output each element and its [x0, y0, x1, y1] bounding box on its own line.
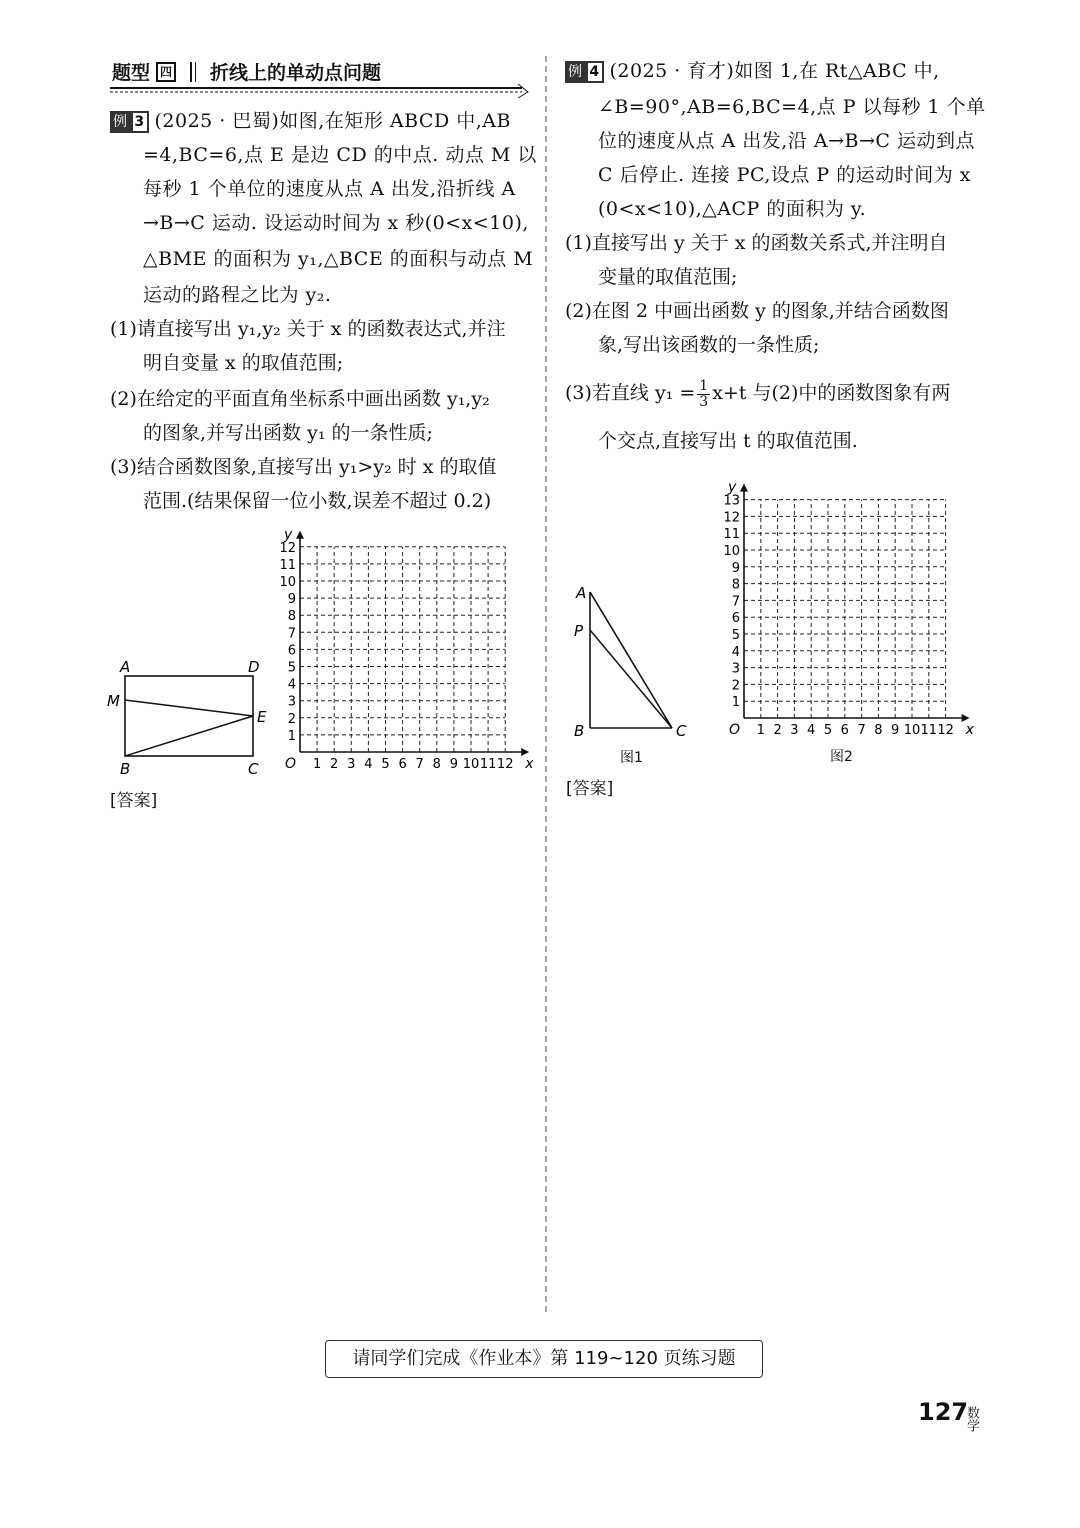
- ex4-q2-line-2: 象,写出该函数的一条性质;: [598, 334, 820, 356]
- grid1-x-tick-6: 6: [398, 757, 407, 772]
- grid1-y-tick-8: 8: [287, 609, 296, 625]
- grid2-x-tick-9: 9: [891, 723, 900, 738]
- ex4-line-3: 位的速度从点 A 出发,沿 A→B→C 运动到点: [598, 130, 975, 152]
- label-c: C: [248, 760, 259, 778]
- grid1-x-label: x: [525, 756, 533, 772]
- grid1-y-arrow: [296, 531, 304, 539]
- grid1-y-tick-9: 9: [287, 592, 296, 608]
- grid1-y-tick-6: 6: [287, 643, 296, 659]
- grid2-origin-label: O: [728, 722, 740, 738]
- grid2-y-tick-12: 12: [723, 510, 740, 526]
- ex4-q3-line-1: (3)若直线 y₁ = $\frac{1}{3}$ x+t 与(2)中的函数图象有两: [565, 377, 951, 410]
- ex4-coordinate-grid: [714, 456, 976, 746]
- grid2-y-tick-2: 2: [731, 678, 740, 694]
- ex3-line-3: 每秒 1 个单位的速度从点 A 出发,沿折线 A: [143, 178, 516, 200]
- tri-label-a: A: [576, 584, 587, 602]
- label-m: M: [107, 692, 120, 710]
- grid1-y-tick-7: 7: [287, 626, 296, 642]
- grid1-x-tick-12: 12: [496, 757, 514, 772]
- grid2-x-tick-5: 5: [823, 723, 833, 738]
- grid2-x-tick-8: 8: [874, 723, 883, 738]
- ex4-q3-line-2: 个交点,直接写出 t 的取值范围.: [598, 430, 858, 452]
- grid1-x-tick-11: 11: [479, 757, 497, 772]
- header-divider: [190, 62, 196, 82]
- segment-pc: [590, 630, 672, 728]
- tri-label-b: B: [574, 722, 585, 740]
- ex4-answer-label: [答案]: [566, 779, 614, 799]
- fig2-caption: 图2: [830, 749, 853, 765]
- fig1-caption: 图1: [620, 750, 643, 766]
- grid1-y-tick-12: 12: [279, 540, 296, 556]
- grid2-y-tick-9: 9: [731, 560, 740, 576]
- grid2-y-tick-10: 10: [723, 544, 740, 559]
- grid2-y-tick-7: 7: [731, 594, 740, 610]
- column-divider: [544, 56, 548, 1316]
- homework-note: 请同学们完成《作业本》第 119~120 页练习题: [325, 1340, 763, 1378]
- grid2-y-tick-4: 4: [731, 644, 740, 660]
- ex3-q2-line-2: 的图象,并写出函数 y₁ 的一条性质;: [143, 422, 433, 444]
- ex4-badge: 例 4: [565, 61, 604, 83]
- grid2-x-tick-11: 11: [920, 723, 938, 738]
- ex3-q1-line-2: 明自变量 x 的取值范围;: [143, 352, 344, 374]
- tri-label-p: P: [574, 622, 584, 640]
- grid2-x-tick-3: 3: [790, 723, 799, 738]
- ex4-line-2: ∠B=90°,AB=6,BC=4,点 P 以每秒 1 个单: [598, 96, 986, 118]
- ex4-line-4: C 后停止. 连接 PC,设点 P 的运动时间为 x: [598, 164, 971, 186]
- grid2-y-arrow: [740, 484, 748, 492]
- grid2-x-tick-4: 4: [807, 723, 816, 738]
- grid1-y-tick-1: 1: [287, 728, 296, 744]
- ex3-line-1: 例 3 (2025 · 巴蜀)如图,在矩形 ABCD 中,AB: [110, 104, 511, 138]
- grid1-x-tick-5: 5: [381, 757, 390, 772]
- grid1-x-tick-10: 10: [462, 757, 480, 772]
- grid2-x-tick-2: 2: [773, 723, 782, 738]
- ex3-coordinate-grid: [268, 518, 533, 786]
- section-header: [112, 58, 381, 85]
- grid2-y-tick-13: 13: [723, 493, 740, 509]
- grid1-y-tick-5: 5: [287, 660, 296, 676]
- ex4-q1-line-1: (1)直接写出 y 关于 x 的函数关系式,并注明自: [565, 232, 948, 254]
- grid1-y-tick-3: 3: [287, 694, 296, 710]
- grid1-x-tick-4: 4: [364, 757, 373, 772]
- ex3-line-6: 运动的路程之比为 y₂.: [143, 284, 332, 306]
- grid2-y-label: y: [728, 479, 737, 496]
- grid2-y-tick-3: 3: [731, 661, 740, 677]
- grid2-x-tick-6: 6: [840, 723, 849, 738]
- tri-label-c: C: [676, 722, 687, 740]
- ex3-line-2: =4,BC=6,点 E 是边 CD 的中点. 动点 M 以: [143, 144, 537, 166]
- page-side-label: 数学: [964, 1406, 979, 1432]
- grid1-y-tick-4: 4: [287, 677, 296, 693]
- label-e: E: [257, 708, 267, 726]
- ex4-line-1: 例 4 (2025 · 育才)如图 1,在 Rt△ABC 中,: [565, 54, 940, 88]
- grid2-x-tick-12: 12: [937, 723, 954, 738]
- grid1-x-tick-9: 9: [449, 757, 459, 772]
- ex3-answer-label: [答案]: [110, 791, 158, 811]
- grid2-y-tick-5: 5: [731, 628, 740, 643]
- ex4-line-5: (0<x<10),△ACP 的面积为 y.: [598, 198, 867, 220]
- ex4-triangle-figure: [568, 578, 698, 768]
- grid1-y-label: y: [284, 526, 293, 543]
- ex3-line-4: →B→C 运动. 设运动时间为 x 秒(0<x<10),: [143, 212, 529, 234]
- type-label: 题型: [112, 62, 151, 84]
- type-number-box: 四: [156, 62, 176, 82]
- ex3-q1-line-1: (1)请直接写出 y₁,y₂ 关于 x 的函数表达式,并注: [110, 318, 506, 340]
- grid2-x-arrow: [962, 714, 970, 722]
- section-title: 折线上的单动点问题: [210, 62, 382, 84]
- grid1-x-arrow: [521, 748, 529, 756]
- page-number: 127: [918, 1398, 969, 1426]
- label-b: B: [120, 760, 131, 778]
- ex3-badge: 例 3: [110, 111, 149, 133]
- ex3-q3-line-2: 范围.(结果保留一位小数,误差不超过 0.2): [143, 490, 492, 512]
- grid1-y-tick-2: 2: [287, 711, 296, 727]
- ex4-q2-line-1: (2)在图 2 中画出函数 y 的图象,并结合函数图: [565, 300, 949, 322]
- grid1-x-tick-3: 3: [347, 757, 356, 772]
- grid2-y-tick-1: 1: [731, 695, 740, 711]
- grid1-origin-label: O: [284, 756, 296, 772]
- grid2-y-tick-11: 11: [723, 527, 740, 543]
- grid2-y-tick-8: 8: [731, 577, 740, 593]
- ex3-q2-line-1: (2)在给定的平面直角坐标系中画出函数 y₁,y₂: [110, 388, 490, 410]
- segment-me: [125, 700, 253, 716]
- ex4-q1-line-2: 变量的取值范围;: [598, 266, 738, 288]
- rect-abcd: [125, 676, 253, 756]
- grid1-y-tick-10: 10: [279, 575, 296, 590]
- grid2-y-tick-6: 6: [731, 611, 740, 627]
- fraction-one-third: $\frac{1}{3}$: [699, 377, 709, 410]
- ex3-q3-line-1: (3)结合函数图象,直接写出 y₁>y₂ 时 x 的取值: [110, 456, 497, 478]
- grid2-x-tick-7: 7: [857, 723, 866, 738]
- segment-be: [125, 716, 253, 756]
- label-a: A: [120, 658, 131, 676]
- header-underline: [110, 84, 530, 100]
- grid1-y-tick-11: 11: [279, 557, 296, 573]
- grid2-x-label: x: [965, 722, 974, 738]
- ex3-line-5: △BME 的面积为 y₁,△BCE 的面积与动点 M: [143, 248, 534, 270]
- ex3-rectangle-figure: [100, 650, 280, 780]
- grid2-x-tick-10: 10: [903, 723, 921, 738]
- grid1-x-tick-7: 7: [415, 757, 424, 772]
- grid1-x-tick-1: 1: [312, 757, 322, 772]
- grid1-x-tick-8: 8: [432, 757, 441, 772]
- grid2-x-tick-1: 1: [756, 723, 765, 738]
- segment-ac: [590, 592, 672, 728]
- grid1-x-tick-2: 2: [330, 757, 339, 772]
- label-d: D: [248, 658, 260, 676]
